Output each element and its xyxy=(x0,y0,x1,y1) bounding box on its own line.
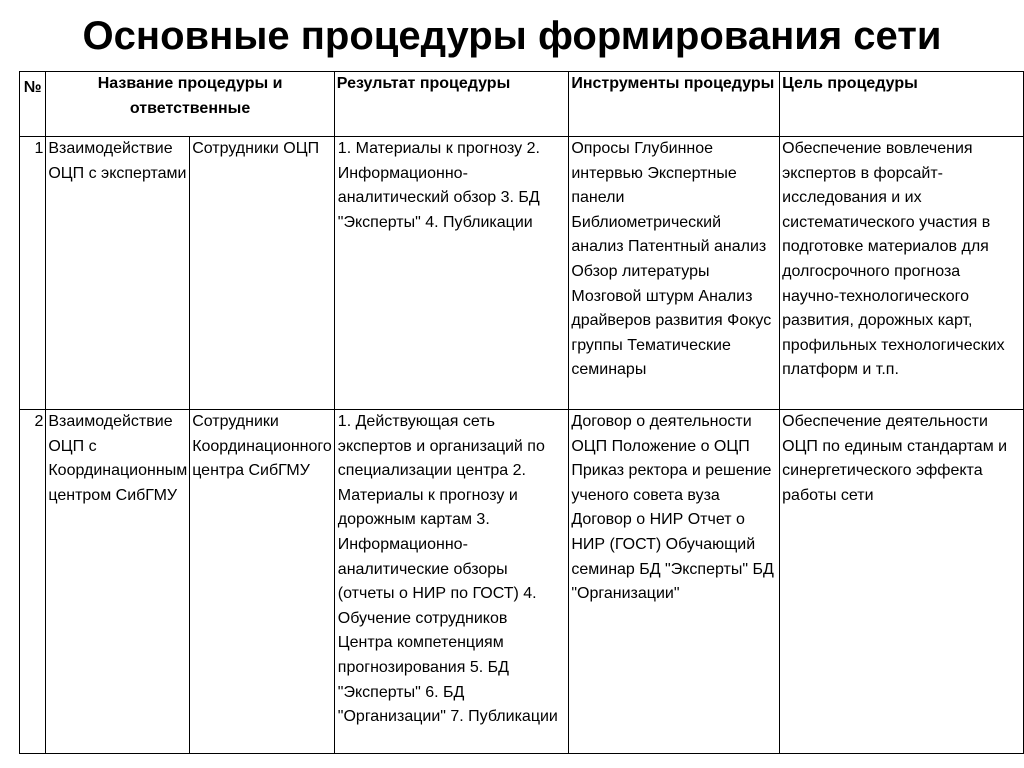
table-row xyxy=(20,410,1024,754)
header-tools: Инструменты процедуры xyxy=(569,72,780,137)
header-result: Результат процедуры xyxy=(334,72,569,137)
procedure-name: Взаимодействие ОЦП с Координационным центром СибГМУ xyxy=(46,410,190,754)
header-goal: Цель процедуры xyxy=(780,72,1024,137)
procedure-goal: Обеспечение вовлечения экспертов в форсайт-исследования и их систематического участия в подготовке материалов для долгосрочного прогноза научно-технологического развития, дорожных карт, профильных технологических платформ и т.п. xyxy=(780,137,1024,410)
procedures-table xyxy=(19,71,1024,754)
row-number: 1 xyxy=(20,137,46,410)
procedure-result: 1. Материалы к прогнозу 2. Информационно-аналитический обзор 3. БД "Эксперты" 4. Публикации xyxy=(334,137,569,410)
procedure-tools: Договор о деятельности ОЦП Положение о ОЦП Приказ ректора и решение ученого совета вуза Договор о НИР Отчет о НИР (ГОСТ) Обучающий семинар БД "Эксперты" БД "Организации" xyxy=(569,410,780,754)
procedure-name: Взаимодействие ОЦП с экспертами xyxy=(46,137,190,410)
procedure-responsible: Сотрудники ОЦП xyxy=(190,137,335,410)
procedure-responsible: Сотрудники Координационного центра СибГМУ xyxy=(190,410,335,754)
header-number: № xyxy=(20,72,46,137)
procedure-tools: Опросы Глубинное интервью Экспертные панели Библиометрический анализ Патентный анализ Обзор литературы Мозговой штурм Анализ драйверов развития Фокус группы Тематические семинары xyxy=(569,137,780,410)
procedure-result: 1. Действующая сеть экспертов и организаций по специализации центра 2. Материалы к прогнозу и дорожным картам 3. Информационно-аналитические обзоры (отчеты о НИР по ГОСТ) 4. Обучение сотрудников Центра компетенциям прогнозирования 5. БД "Эксперты" 6. БД "Организации" 7. Публикации xyxy=(334,410,569,754)
header-name: Название процедуры и ответственные xyxy=(46,72,334,137)
table-header-row xyxy=(20,72,1024,137)
table-row xyxy=(20,137,1024,410)
row-number: 2 xyxy=(20,410,46,754)
page-title: Основные процедуры формирования сети xyxy=(82,14,942,58)
procedure-goal: Обеспечение деятельности ОЦП по единым стандартам и синергетического эффекта работы сети xyxy=(780,410,1024,754)
